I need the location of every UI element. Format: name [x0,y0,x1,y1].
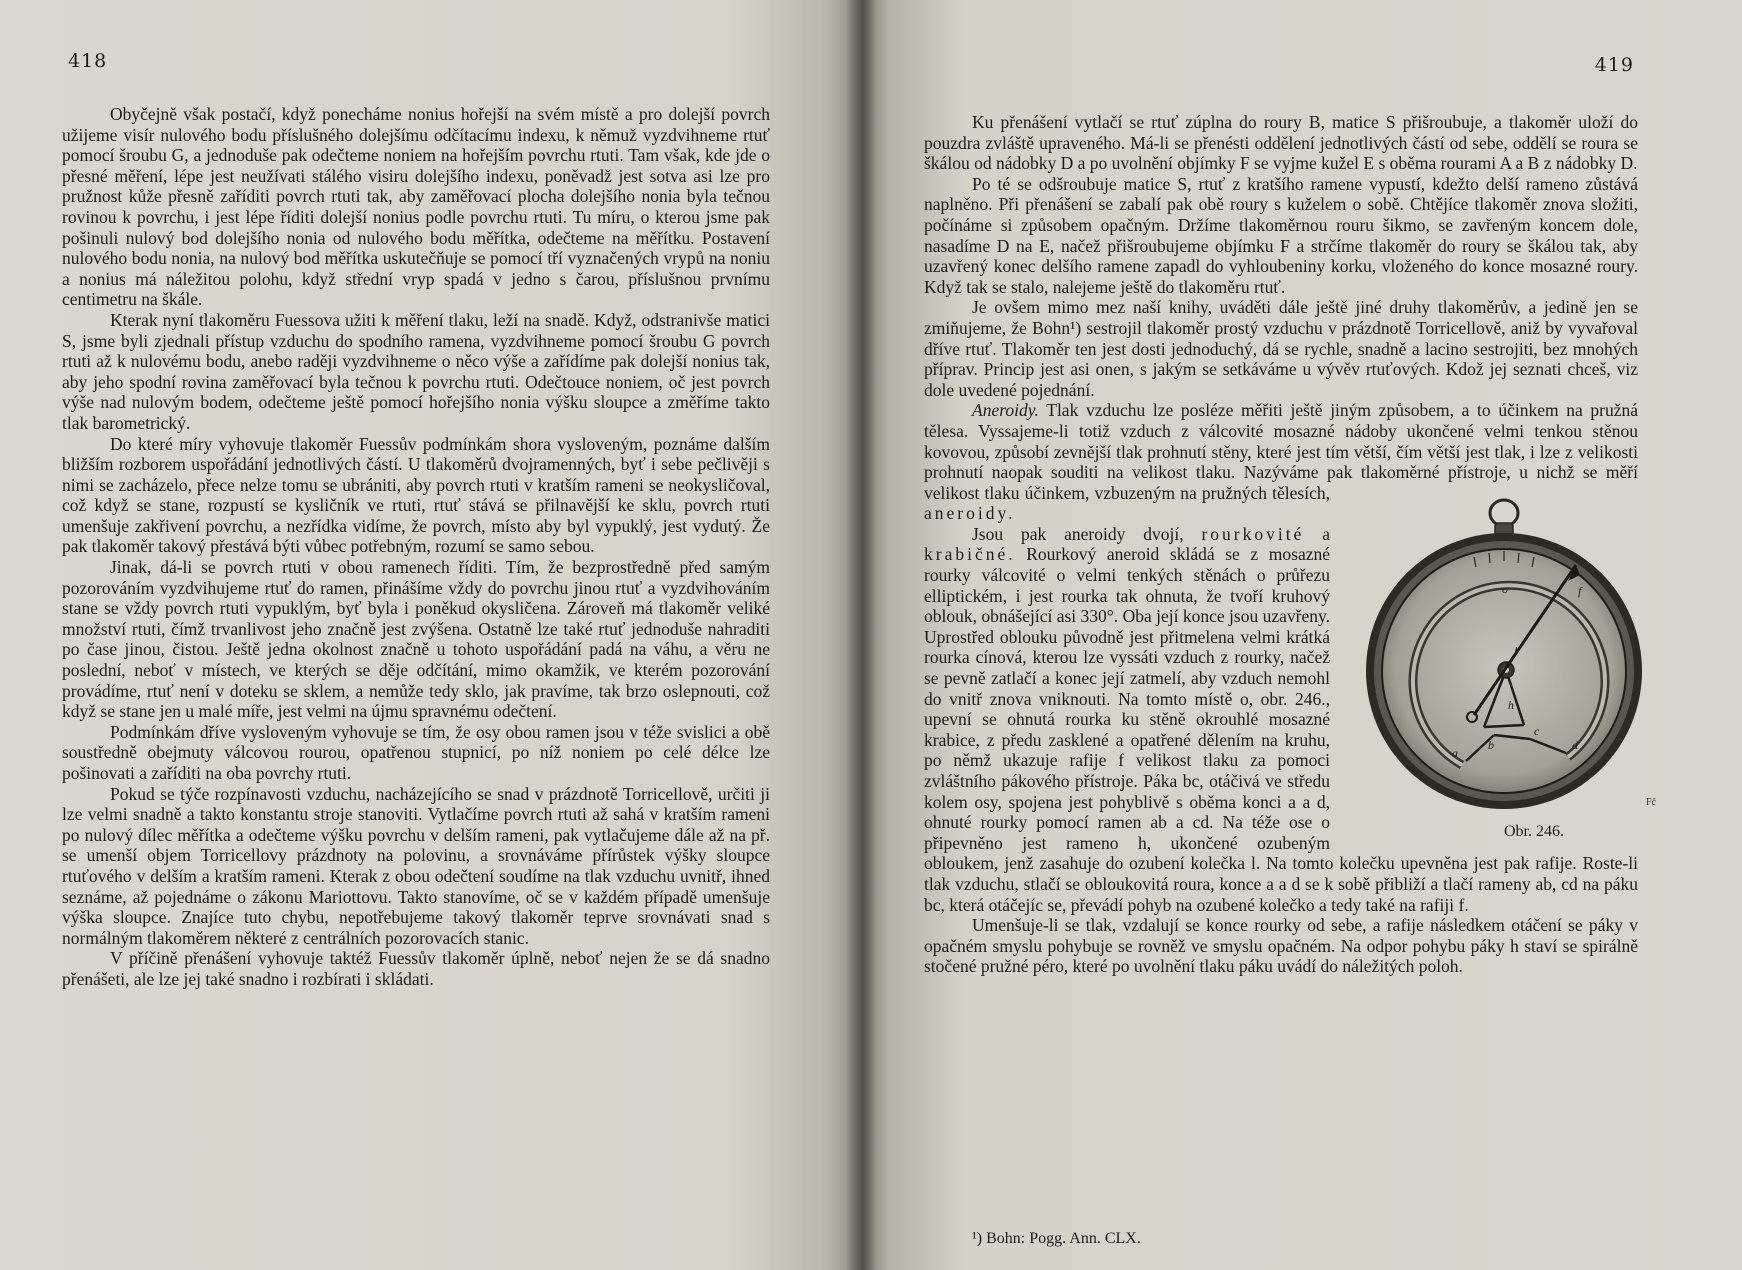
paragraph: V příčině přenášení vyhovuje taktéž Fuessův tlakoměr úplně, neboť nejen že se dá snadno přenášeti, ale lze jej také snadno i rozbírati i skládati. [62,948,770,989]
page-number-right: 419 [1594,54,1634,76]
paragraph: Kterak nyní tlakoměru Fuessova užiti k měření tlaku, leží na snadě. Když, odstranivše matici S, jsme byli zjednali přístup vzduchu do spodního ramena, vyzdvihneme pomocí šroubu G povrch rtuti až k nulovému bodu, anebo raději vyzdvihneme o něco výše a zařídíme pak dolejší nonius tak, aby jeho spodní rovina zaměřovací byla tečnou k povrchu rtuti. Odečtouce noniem, oč jest povrch výše nad nulovým bodem, odečteme ještě pomocí hořejšího nonia výšku sloupce a změříme takto tlak barometrický. [62,309,770,433]
paragraph: Je ovšem mimo mez naší knihy, uváděti dále ještě jiné druhy tlakoměrův, a jedině jen se zmiňujeme, že Bohn¹) sestrojil tlakoměr prostý vzduchu v prázdnotě Torricellově, aniž by vyvařoval dříve rtuť. Tlakoměr ten jest dosti jednoduchý, dá se rychle, snadně a lacino sestrojiti, bez mnohých příprav. Princip jest asi onen, s jakým se setkáváme u vývěv rtuťových. Kdož jej seznati chceš, viz dole uvedené pojednání. [924,297,1638,400]
figure-caption: Obr. 246. [1504,823,1564,841]
footnote: ¹) Bohn: Pogg. Ann. CLX. [972,1230,1141,1247]
figure-label-b: b [1488,737,1494,752]
paragraph: Pokud se týče rozpínavosti vzduchu, nacházejícího se snad v prázdnotě Torricellově, určiti ji lze velmi snadně a takto konstantu stroje stanoviti. Vytlačíme povrch rtuti až sahá v kratším rameni po nulový dílec měřítka a odečteme výšku povrchu v delším rameni, pak vytlačujeme dále až na př. se umenší objem Torricellovy prázdnoty na polovinu, a srovnáváme přírůstek výšky sloupce rtuťového v delším a kratším rameni. Kterak z obou odečtení soudíme na tlak vzduchu uvnitř, ihned seznáme, až pojednáme o zákonu Mariottovu. Takto stanovíme, oč se v každém případě umenšuje výška sloupce. Znajíce tuto chybu, nepotřebujeme takový tlakoměr teprve srovnávati snad s normálným tlakoměrem některé z centrálních pozorovacích stanic. [62,783,770,948]
figure-label-c: c [1534,723,1540,738]
figure-label-f: f [1578,583,1582,598]
engraver-mark: Fč [1646,796,1656,808]
term-box: krabičné. [924,544,1016,565]
term-tube: rourkovité [1201,523,1305,544]
aneroid-illustration [1354,495,1666,813]
figure-label-o: o [1502,581,1508,596]
paragraph: Obyčejně však postačí, když ponecháme nonius hořejší na svém místě a pro dolejší povrch užijeme visír nulového bodu příslušného dolejšímu odčítacímu indexu, k němuž vyzdvihneme rtuť pomocí šroubu G, a jednoduše pak odečteme noniem na hořejším povrchu rtuti. Tam však, kde jde o přesné měření, lépe jest neužívati stálého visiru dolejšího indexu, poněvadž jest sotva asi lze pro pružnost kůže přesně zaříditi povrch rtuti tak, aby zaměřovací plocha dolejšího nonia byla tečnou rovinou k povrchu, i jest lépe říditi dolejší nonius podle povrchu rtuti. Tu míru, o kterou jsme pak pošinuli nulový bod dolejšího nonia od nulového bodu měřítka, odečteme na měřítku. Postavení nulového bodu nonia, na nulový bod měřítka uskutečňuje se pomocí tří vyznačených vrypů na noniu a nonius má náležitou polohu, když střední vryp spadá v jedno s čarou, příslušnou prvnímu centimetru na škále. [62,104,770,310]
left-page-body [62,104,770,990]
figure-246 [1354,495,1666,843]
left-page [0,0,862,1270]
paragraph: Umenšuje-li se tlak, vzdalují se konce rourky od sebe, a rafije následkem otáčení se páky v opačném smyslu pohybuje se rovněž ve smyslu opačném. Na odpor pohybu páky h staví se spirálně stočené pružné péro, které po uvolnění tlaku páku uvádí do náležitých poloh. [924,915,1638,977]
term-aneroids: aneroidy. [924,503,1016,524]
paragraph: Po té se odšroubuje matice S, rtuť z kratšího ramene vypustí, kdežto delší rameno zůstává naplněno. Při přenášení se zabalí pak obě roury s kuželem o sobě. Chtějíce tlakoměr znova složiti, počínáme si způsobem opačným. Držíme tlakoměrnou rouru šikmo, se zavřeným koncem dole, nasadíme D na E, načež přišroubujeme objímku F a strčíme tlakoměr do roury se škálou tak, aby uzavřený konec delšího ramene zapadl do vyhloubeniny korku, vloženého do konce mosazné roury. Když tak se stalo, nalejeme ještě do tlakoměru rtuť. [924,173,1638,297]
right-page [862,0,1742,1270]
figure-label-l: l [1514,643,1518,658]
section-heading-aneroids: Aneroidy. [972,400,1039,421]
figure-label-d: d [1572,737,1578,752]
page-number-left: 418 [68,50,108,72]
aneroid-intro-paragraph: Aneroidy. Tlak vzduchu lze posléze měřiti ještě jiným způsobem, a to účinkem na pružná tělesa. Vyssajeme-li totiž vzduch z válcovité mosazné nádoby ukončené velmi tenkou stěnou kovovou, způsobí zevnější tlak prohnutí stěny, které jest tím větší, čím větší jest tlak, i lze z velikosti prohnutí naopak souditi na velikost tlaku. Nazýváme pak tlakoměrné přístroje, u nichž se měří velikost tlaku účinkem, vzbuzeným na pružných tělesích, a b c d f h l o Fč Obr. 246. aneroidy. [924,400,1638,524]
aneroid-types-paragraph: Jsou pak aneroidy dvojí, rourkovité a krabičné. Rourkový aneroid skládá se z mosazné rourky válcovité o velmi tenkých stěnách o průřezu elliptickém, i jest rourka tak ohnuta, že tvoří kruhový oblouk, obnášející asi 330°. Oba její konce jsou uzavřeny. Uprostřed oblouku původně jest přitmelena velmi krátká rourka cínová, kterou lze vyssáti vzduch z rourky, načež se pevně zatlačí a konec její zatmelí, aby vzduch nemohl do vnitř znova vniknouti. Na tomto místě o, obr. 246., upevní se ohnutá rourka ku stěně okrouhlé mosazné krabice, z předu zasklené a opatřené dělením na kruhu, po němž ukazuje rafije f velikost tlaku za pomoci zvláštního pákového přístroje. Páka bc, otáčivá ve středu kolem osy, spojena jest pohyblivě s oběma konci a a d, ohnuté rourky pomocí ramen ab a cd. Na téže ose o připevněno jest rameno h, ukončené ozubeným obloukem, jenž zasahuje do ozubení kolečka l. Na tomto kolečku upevněna jest pak rafije. Roste-li tlak vzduchu, stlačí se obloukovitá roura, konce a a d se k sobě přibliží a tlačí rameny ab, cd na páku bc, která otáčejíc se, převádí pohyb na ozubené kolečko a tedy také na rafiji f. [924,523,1638,915]
right-page-body [924,112,1656,977]
paragraph: Do které míry vyhovuje tlakoměr Fuessův podmínkám shora vysloveným, poznáme dalším bližším rozborem uspořádání jednotlivých částí. U tlakoměrů dvojramenných, byť i sebe pečlivěji s nimi se zacházelo, přece nelze tomu se ubrániti, aby povrch rtuti v kratším rameni se neokysličoval, což když se stane, rozpustí se kysličník ve rtuti, rtuť stává se přilnavější ke sklu, povrch rtuti umenšuje zakřivení povrchu, a nezřídka vidíme, že povrch, místo aby byl vypuklý, jest vydutý. Že pak tlakoměr takový přestává býti vůbec potřebným, rozumí se samo sebou. [62,433,770,557]
figure-label-a: a [1452,745,1458,760]
paragraph: Ku přenášení vytlačí se rtuť zúplna do roury B, matice S přišroubuje, a tlakoměr uloží do pouzdra zvláště upraveného. Má-li se přenésti oddělení jednotlivých částí od sebe, oddělí se roura se škálou od nádobky D a po uvolnění objímky F se vyjme kužel E s oběma rourami A a B z nádobky D. [924,112,1638,174]
paragraph: Podmínkám dříve vysloveným vyhovuje se tím, že osy obou ramen jsou v téže svislici a obě soustředně obejmuty válcovou rourou, opatřenou stupnicí, po níž noniem po celé délce lze pošinovati a zaříditi na oba povrchy rtuti. [62,721,770,783]
figure-label-h: h [1508,697,1514,712]
paragraph: Jinak, dá-li se povrch rtuti v obou ramenech říditi. Tím, že bezprostředně před samým pozorováním vyzdvihujeme rtuť do ramen, přinášíme vždy do povrchu jinou rtuť a vyzdvihováním stane se vždy povrch rtuti vypuklým, byť byla i poněkud okysličena. Zároveň má tlakoměr veliké množství rtuti, čímž trvanlivost jeho značně jest zvýšena. Ostatně lze také rtuť jednoduše nahraditi po čase jinou, čistou. Ještě jedna okolnost značně u tohoto uspořádání padá na váhu, a věru ne poslední, neboť v místech, ve kterých se děje odčítání, mimo okamžik, ve kterém pozorování provádíme, rtuť není v doteku se sklem, a nemůže tedy sklo, jak pravíme, tak brzo oslepnouti, což když se stane jen u malé míře, jest velmi na újmu spravnému odečtení. [62,557,770,722]
book-gutter [846,0,876,1270]
